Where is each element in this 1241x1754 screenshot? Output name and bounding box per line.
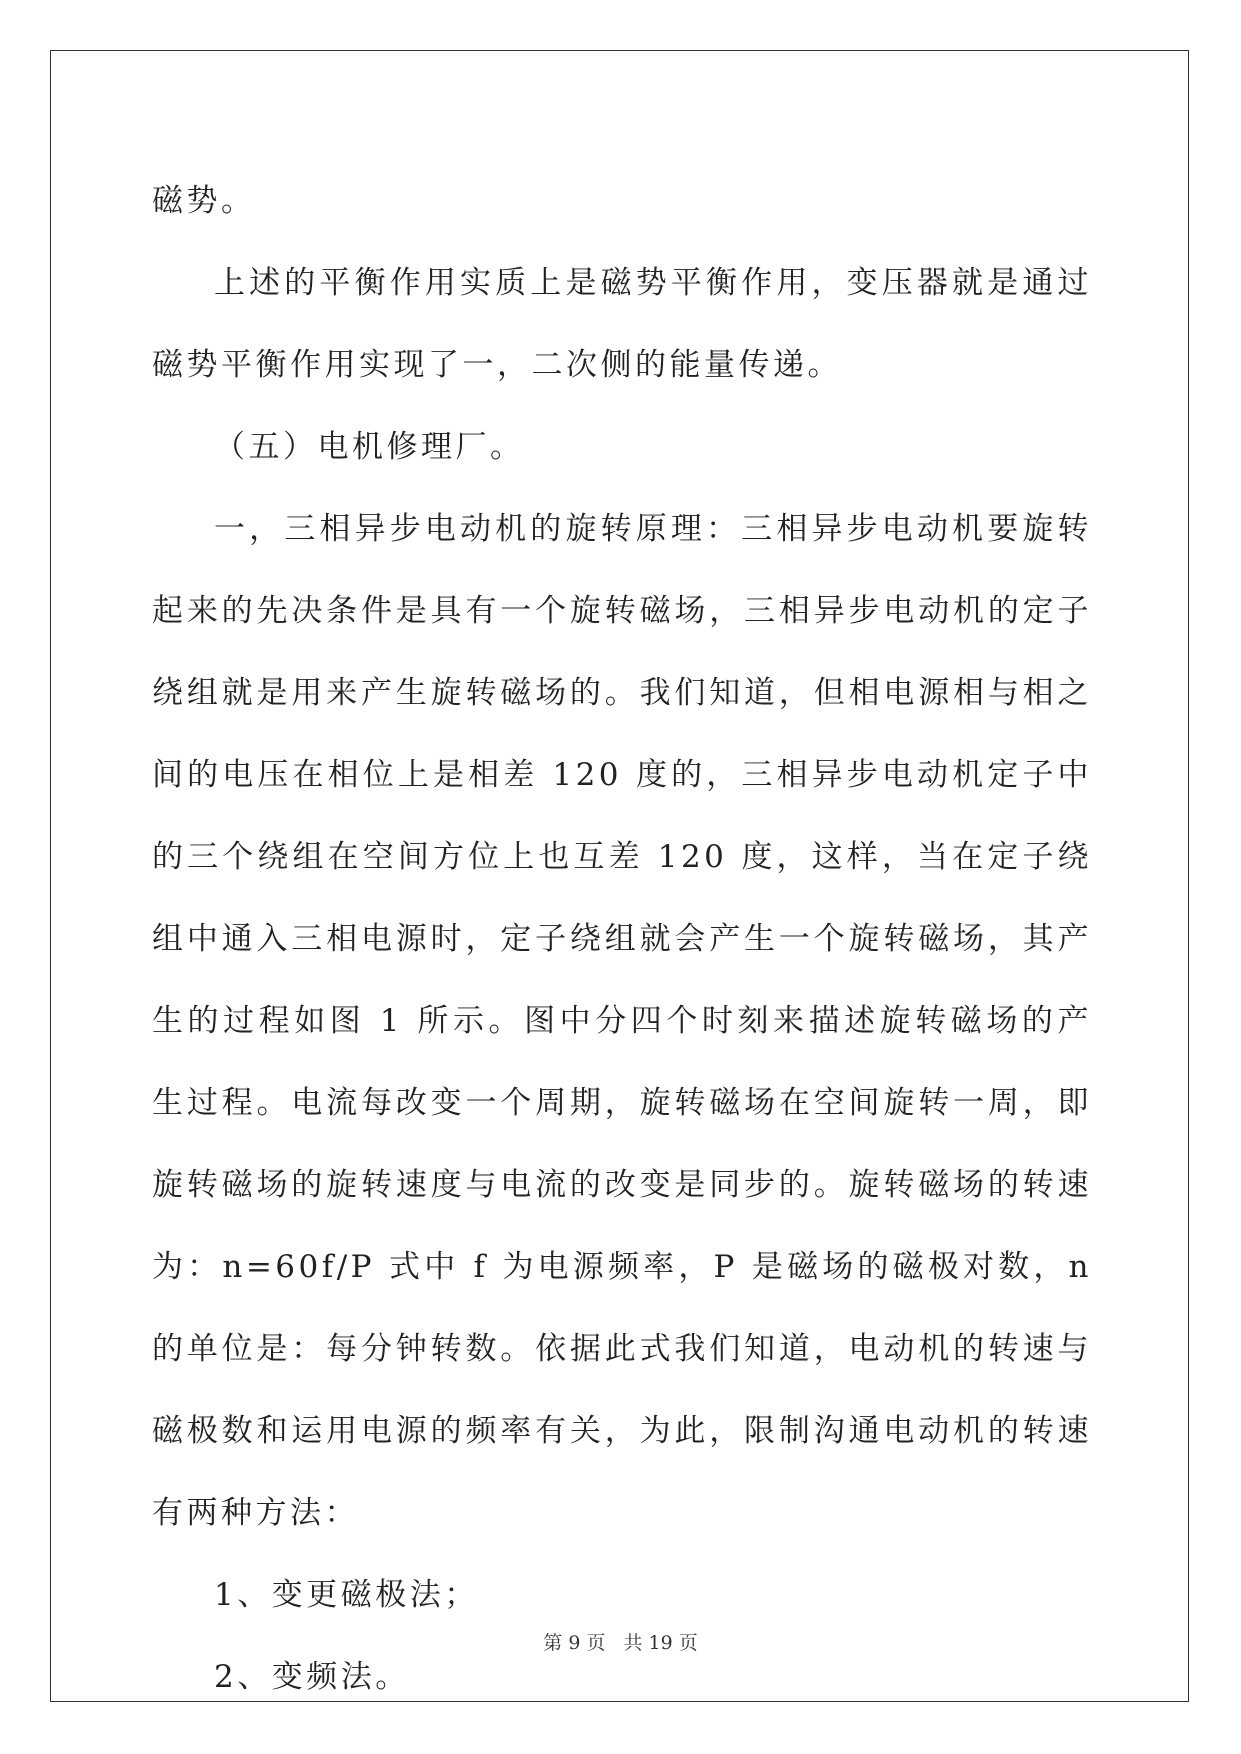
paragraph: 磁势。 — [152, 183, 256, 219]
paragraph: 上述的平衡作用实质上是磁势平衡作用，变压器就是通过磁势平衡作用实现了一，二次侧的能量传递。 — [152, 265, 1092, 383]
section-heading: （五）电机修理厂。 — [214, 429, 525, 465]
page-footer — [0, 1628, 1241, 1655]
document-body — [152, 160, 1092, 1718]
list-item: 2、变频法。 — [214, 1659, 410, 1695]
list-item: 1、变更磁极法； — [214, 1577, 479, 1613]
page-total: 共 19 页 — [623, 1632, 698, 1654]
page-number: 第 9 页 — [543, 1632, 606, 1654]
paragraph: 一，三相异步电动机的旋转原理：三相异步电动机要旋转起来的先决条件是具有一个旋转磁场，三相异步电动机的定子绕组就是用来产生旋转磁场的。我们知道，但相电源相与相之间的电压在相位上是相差 120 度的，三相异步电动机定子中的三个绕组在空间方位上也互差 120 度，这样，当在定子绕组中通入三相电源时，定子绕组就会产生一个旋转磁场，其产生的过程如图 1 所示。图中分四个时刻来描述旋转磁场的产生过程。电流每改变一个周期，旋转磁场在空间旋转一周，即旋转磁场的旋转速度与电流的改变是同步的。旋转磁场的转速为：n=60f/P 式中 f 为电源频率，P 是磁场的磁极对数，n 的单位是：每分钟转数。依据此式我们知道，电动机的转速与磁极数和运用电源的频率有关，为此，限制沟通电动机的转速有两种方法： — [152, 511, 1092, 1531]
